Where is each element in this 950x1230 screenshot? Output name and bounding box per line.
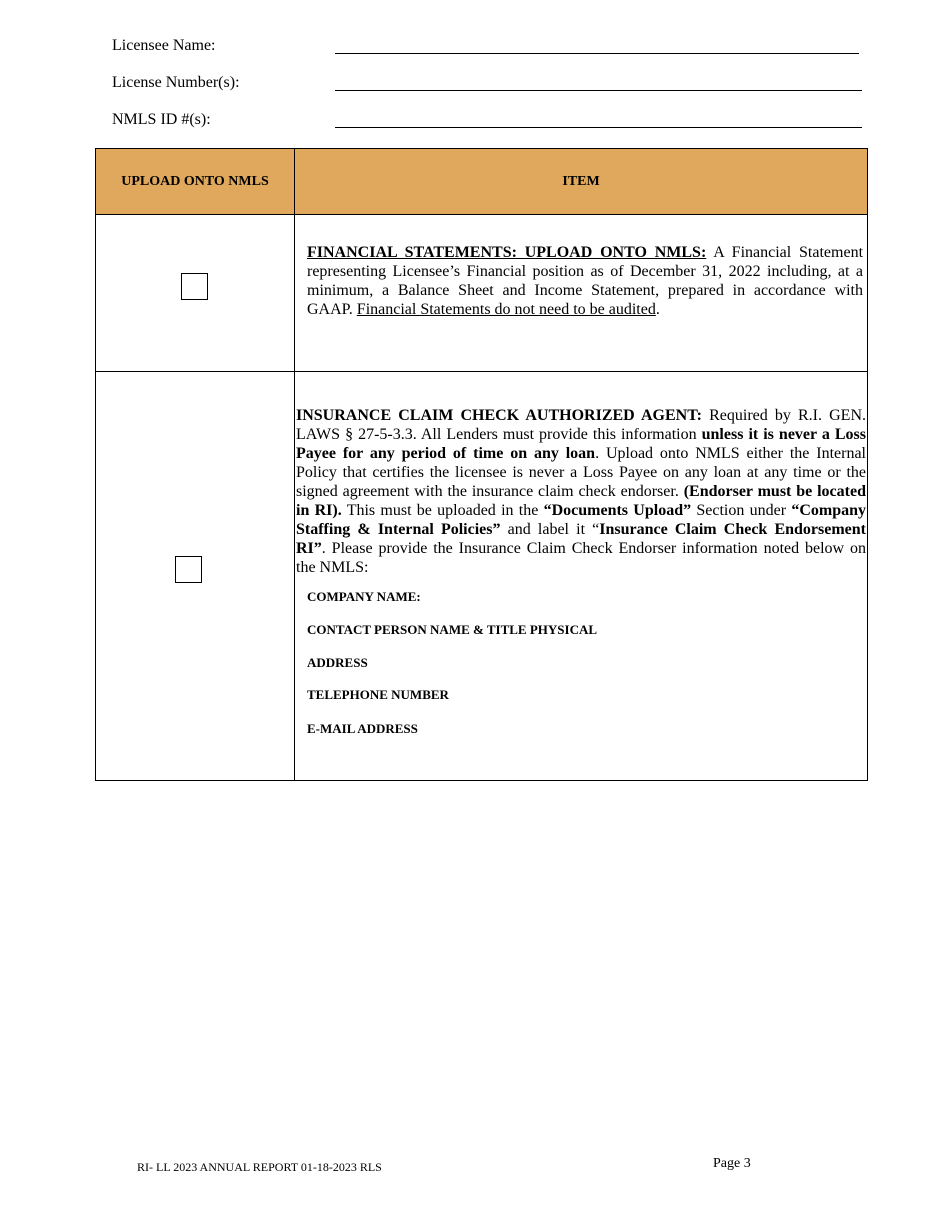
financial-statements-checkbox[interactable] bbox=[181, 273, 208, 300]
col-upload-header: UPLOAD ONTO NMLS bbox=[96, 149, 295, 215]
insurance-agent-text: INSURANCE CLAIM CHECK AUTHORIZED AGENT: Required by R.I. GEN. LAWS § 27-5-3.3. All Lenders must provide this information unless it is never a Loss Payee for any period of time on any loan. Upload onto NMLS either the Internal Policy that certifies the licensee is never a Loss Payee on any loan at any time or the signed agreement with the insurance claim check endorser. (Endorser must be located in RI). This must be uploaded in the “Documents Upload” Section under “Company Staffing & Internal Policies” and label it “Insurance Claim Check Endorsement RI”. Please provide the Insurance Claim Check Endorser information noted below on the NMLS: bbox=[296, 407, 867, 576]
table-row bbox=[96, 215, 868, 372]
table-row bbox=[96, 372, 868, 781]
field-email: E-MAIL ADDRESS bbox=[307, 721, 418, 736]
page-number: Page 3 bbox=[713, 1156, 751, 1171]
upload-cell-insurance bbox=[96, 372, 295, 781]
item-cell-insurance bbox=[295, 372, 868, 781]
financial-statements-text: FINANCIAL STATEMENTS: UPLOAD ONTO NMLS: A Financial Statement representing Licensee’s Financial position as of December 31, 2022 including, at a minimum, a Balance Sheet and Income Statement, prepared in accordance with GAAP. Financial Statements do not need to be audited. bbox=[307, 244, 864, 318]
licensee-name-line[interactable] bbox=[335, 53, 859, 54]
insurance-agent-checkbox[interactable] bbox=[175, 556, 202, 583]
table-header-row bbox=[96, 149, 868, 215]
license-number-label: License Number(s): bbox=[112, 74, 240, 91]
field-company-name: COMPANY NAME: bbox=[307, 589, 421, 604]
footer-document-id: RI- LL 2023 ANNUAL REPORT 01-18-2023 RLS bbox=[137, 1160, 382, 1174]
license-number-line[interactable] bbox=[335, 90, 862, 91]
item-cell-financial bbox=[295, 215, 868, 372]
checklist-table bbox=[95, 148, 868, 781]
upload-cell-financial bbox=[96, 215, 295, 372]
nmls-id-label: NMLS ID #(s): bbox=[112, 111, 211, 128]
financial-statements-title: FINANCIAL STATEMENTS: UPLOAD ONTO NMLS: bbox=[307, 244, 707, 261]
col-item-header: ITEM bbox=[295, 149, 868, 215]
licensee-name-label: Licensee Name: bbox=[112, 37, 216, 54]
insurance-agent-title: INSURANCE CLAIM CHECK AUTHORIZED AGENT: bbox=[296, 407, 702, 424]
field-address: ADDRESS bbox=[307, 655, 368, 670]
field-telephone: TELEPHONE NUMBER bbox=[307, 687, 449, 702]
nmls-id-line[interactable] bbox=[335, 127, 862, 128]
field-contact-person: CONTACT PERSON NAME & TITLE PHYSICAL bbox=[307, 622, 598, 637]
